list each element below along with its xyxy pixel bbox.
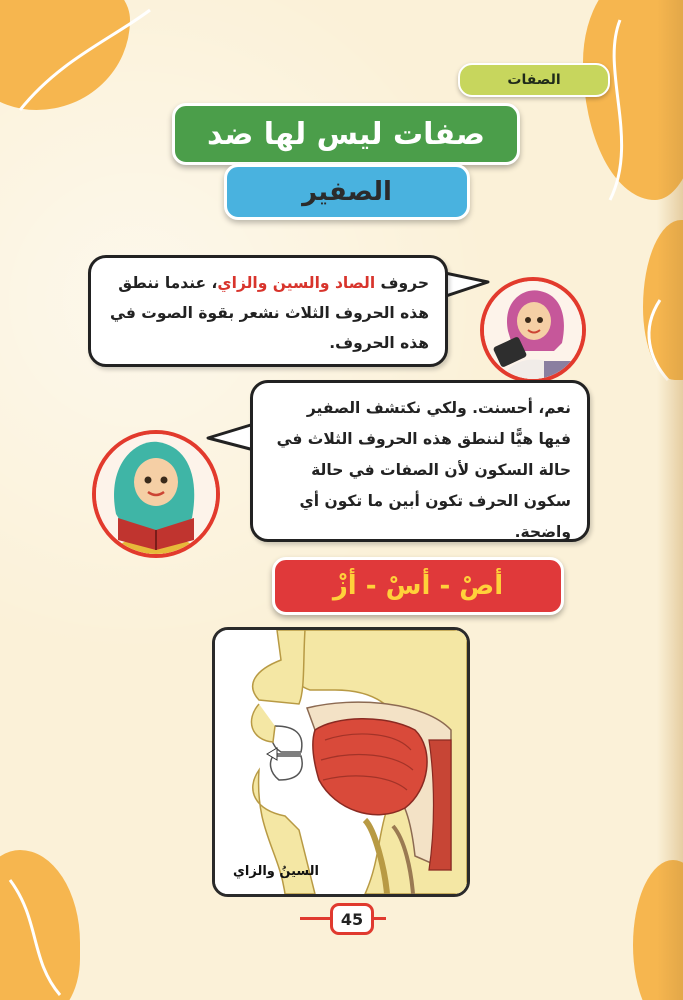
speech-text-1a: حروف xyxy=(375,274,429,292)
page-title: صفات ليس لها ضد xyxy=(172,103,520,165)
section-tag: الصفات xyxy=(458,63,610,97)
speech-text-1b: ، عندما ننطق هذه الحروف الثلاث نشعر بقوة الصوت في هذه الحروف. xyxy=(110,274,429,352)
highlighted-letters: الصاد والسين والزاي xyxy=(217,274,376,292)
speech-bubble-2: نعم، أحسنت. ولكي نكتشف الصفير فيها هيًّا لننطق هذه الحروف الثلاث في حالة السكون لأن الصفات في حالة سكون الحرف تكون أبين ما تكون أي واضحة. xyxy=(250,380,590,542)
page-subtitle: الصفير xyxy=(224,164,470,220)
page-spine-shadow xyxy=(657,0,683,1000)
articulation-diagram xyxy=(212,627,470,897)
girl-with-tablet-avatar xyxy=(480,277,586,383)
speech-bubble-1 xyxy=(88,255,448,367)
diagram-caption: السينُ والزاي xyxy=(233,864,319,879)
example-letters: أصْ - أسْ - أزْ xyxy=(272,557,564,615)
girl-reading-avatar xyxy=(92,430,220,558)
mouth-cross-section-image xyxy=(215,630,467,894)
page-number: 45 xyxy=(330,903,374,935)
bubble-tail xyxy=(206,420,256,460)
